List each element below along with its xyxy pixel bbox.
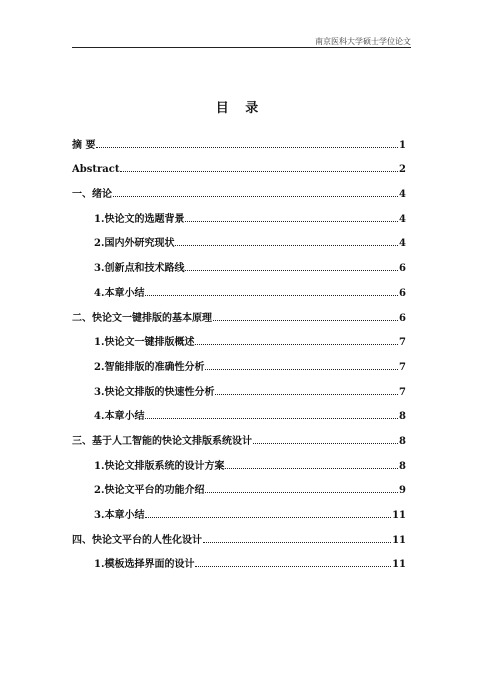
toc-leader-dots: [213, 319, 398, 321]
header-rule: [72, 47, 411, 48]
toc-entry-page: 8: [399, 435, 406, 447]
toc-entry-label: 三、基于人工智能的快论文排版系统设计: [72, 435, 252, 447]
toc-entry-page: 2: [399, 164, 406, 176]
toc-entry[interactable]: [72, 422, 406, 447]
toc-entry-label: 4.本章小结: [94, 411, 145, 423]
toc-entry-page: 4: [399, 189, 406, 201]
toc-entry-label: 4.本章小结: [94, 287, 145, 299]
toc-entry-label: 2.快论文平台的功能介绍: [94, 485, 205, 497]
toc-entry-page: 7: [399, 361, 406, 373]
toc-entry[interactable]: [72, 274, 406, 299]
toc-entry-label: 摘 要: [72, 139, 96, 151]
toc-leader-dots: [205, 491, 398, 493]
toc-leader-dots: [145, 294, 398, 296]
toc-entry[interactable]: [72, 126, 406, 151]
toc-entry-page: 1: [399, 139, 406, 151]
toc-entry[interactable]: [72, 546, 406, 571]
toc-leader-dots: [96, 146, 398, 148]
toc-leader-dots: [185, 220, 398, 222]
toc-entry[interactable]: [72, 249, 406, 274]
toc-entry-label: Abstract: [72, 164, 120, 176]
toc-entry-page: 7: [399, 337, 406, 349]
table-of-contents: [72, 126, 406, 570]
toc-entry-page: 9: [399, 485, 406, 497]
toc-entry-page: 4: [399, 213, 406, 225]
toc-entry[interactable]: [72, 299, 406, 324]
toc-entry-page: 6: [399, 287, 406, 299]
toc-entry[interactable]: [72, 200, 406, 225]
toc-leader-dots: [120, 170, 398, 172]
toc-leader-dots: [203, 541, 391, 543]
toc-entry-page: 11: [392, 559, 406, 571]
toc-leader-dots: [175, 244, 398, 246]
toc-entry-label: 四、快论文平台的人性化设计: [72, 534, 202, 546]
toc-leader-dots: [195, 565, 391, 567]
toc-entry[interactable]: [72, 521, 406, 546]
toc-entry[interactable]: [72, 151, 406, 176]
toc-entry-page: 11: [392, 510, 406, 521]
toc-leader-dots: [253, 442, 398, 444]
toc-leader-dots: [145, 417, 398, 419]
toc-entry-page: 6: [399, 263, 406, 275]
toc-entry[interactable]: [72, 447, 406, 472]
toc-leader-dots: [205, 368, 398, 370]
toc-entry-label: 3.快论文排版的快速性分析: [94, 386, 215, 398]
running-header: 南京医科大学硕士学位论文: [315, 37, 411, 46]
toc-entry-page: 6: [399, 312, 406, 324]
toc-leader-dots: [215, 393, 398, 395]
toc-leader-dots: [195, 343, 398, 345]
toc-entry-label: 1.快论文排版系统的设计方案: [94, 460, 225, 472]
toc-entry-label: 1.快论文的选题背景: [94, 213, 185, 225]
toc-entry-page: 7: [399, 386, 406, 398]
toc-entry-page: 4: [399, 238, 406, 250]
toc-entry[interactable]: [72, 373, 406, 398]
toc-entry[interactable]: [72, 496, 406, 521]
toc-entry-label: 1.模板选择界面的设计: [94, 559, 195, 571]
toc-entry-label: 一、绪论: [72, 189, 112, 201]
toc-entry-label: 3.创新点和技术路线: [94, 263, 185, 275]
toc-entry-page: 11: [392, 534, 406, 546]
toc-entry-label: 1.快论文一键排版概述: [94, 337, 195, 349]
toc-entry[interactable]: [72, 348, 406, 373]
toc-entry-label: 二、快论文一键排版的基本原理: [72, 312, 212, 324]
toc-entry[interactable]: [72, 324, 406, 349]
toc-entry[interactable]: [72, 225, 406, 250]
toc-leader-dots: [145, 516, 391, 518]
toc-entry-label: 2.智能排版的准确性分析: [94, 361, 205, 373]
toc-entry-label: 2.国内外研究现状: [94, 238, 175, 250]
toc-leader-dots: [113, 195, 398, 197]
toc-entry[interactable]: [72, 472, 406, 497]
toc-leader-dots: [185, 269, 398, 271]
toc-title: 目 录: [215, 101, 265, 116]
toc-entry[interactable]: [72, 175, 406, 200]
toc-entry[interactable]: [72, 398, 406, 423]
toc-entry-page: 8: [399, 411, 406, 423]
toc-entry-page: 8: [399, 460, 406, 472]
toc-entry-label: 3.本章小结: [94, 510, 145, 521]
toc-leader-dots: [225, 467, 398, 469]
